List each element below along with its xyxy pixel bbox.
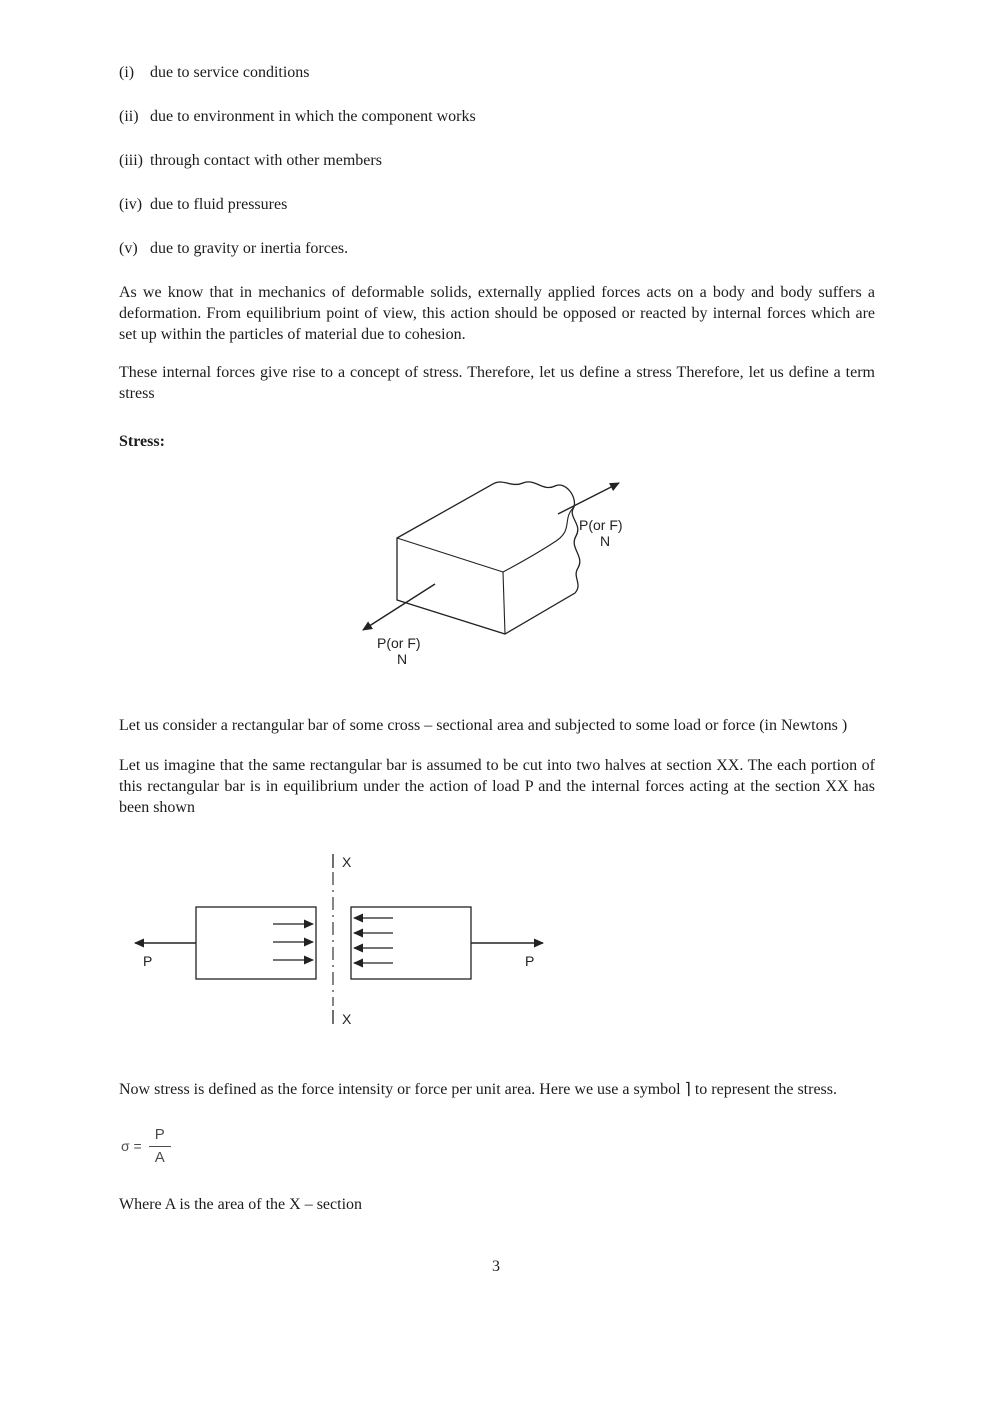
paragraph-internal-forces: These internal forces give rise to a concept of stress. Therefore, let us define a stress Therefore, let us define a term stress <box>119 364 875 402</box>
list-marker: (v) <box>119 240 138 257</box>
list-marker: (iii) <box>119 152 143 169</box>
list-marker: (ii) <box>119 108 139 125</box>
stress-heading: Stress: <box>119 433 165 450</box>
paragraph-cut-into-halves: Let us imagine that the same rectangular bar is assumed to be cut into two halves at section XX. The each portion of this rectangular bar is in equilibrium under the action of load P and the internal forces acting at the section XX has been shown <box>119 757 875 816</box>
list-item-text: due to environment in which the component works <box>150 108 476 125</box>
list-marker: (iv) <box>119 196 143 213</box>
force-label-top: P(or F) <box>579 517 623 533</box>
list-item <box>119 106 875 127</box>
load-label-right: P <box>525 953 535 969</box>
bar-tear-line <box>503 507 574 572</box>
force-unit-top: N <box>600 533 611 549</box>
stress-formula <box>121 1122 875 1170</box>
formula-fraction <box>149 1126 171 1167</box>
list-item <box>119 194 875 215</box>
force-unit-bottom: N <box>397 651 408 667</box>
section-xx-figure <box>125 848 585 1038</box>
formula-sigma-equals: σ = <box>121 1137 142 1154</box>
list-item <box>119 62 875 83</box>
paragraph-stress-definition: Now stress is defined as the force intensity or force per unit area. Here we use a symbol ⌉ to represent the stress. <box>119 1081 838 1098</box>
paragraph-rectangular-bar: Let us consider a rectangular bar of some cross – sectional area and subjected to some load or force (in Newtons ) <box>119 717 848 734</box>
section-label-top: X <box>342 854 352 870</box>
force-arrow-bottom <box>363 584 435 630</box>
figure-bar-3d <box>355 472 875 693</box>
bar-front-top-edge <box>397 538 503 572</box>
page-number: 3 <box>492 1258 500 1275</box>
list-item <box>119 238 875 259</box>
bar-3d-figure <box>355 472 675 687</box>
bar-outline <box>397 482 580 634</box>
figure-section-xx <box>125 848 875 1044</box>
formula-numerator: P <box>149 1126 171 1147</box>
list-marker: (i) <box>119 64 135 81</box>
force-label-bottom: P(or F) <box>377 635 421 651</box>
list-item <box>119 150 875 171</box>
paragraph-deformable-solids: As we know that in mechanics of deformable solids, externally applied forces acts on a body and body suffers a deformation. From equilibrium point of view, this action should be opposed or reacted by internal forces which are set up within the particles of material due to cohesion. <box>119 284 875 343</box>
left-half-bar <box>196 907 316 979</box>
bar-front-right-edge <box>503 572 505 634</box>
section-label-bottom: X <box>342 1011 352 1027</box>
load-label-left: P <box>143 953 153 969</box>
formula-denominator: A <box>154 1148 165 1166</box>
list-item-text: due to gravity or inertia forces. <box>150 240 349 257</box>
paragraph-area-note: Where A is the area of the X – section <box>119 1196 363 1213</box>
list-item-text: through contact with other members <box>150 152 382 169</box>
list-item-text: due to fluid pressures <box>150 196 288 213</box>
list-item-text: due to service conditions <box>150 64 310 81</box>
